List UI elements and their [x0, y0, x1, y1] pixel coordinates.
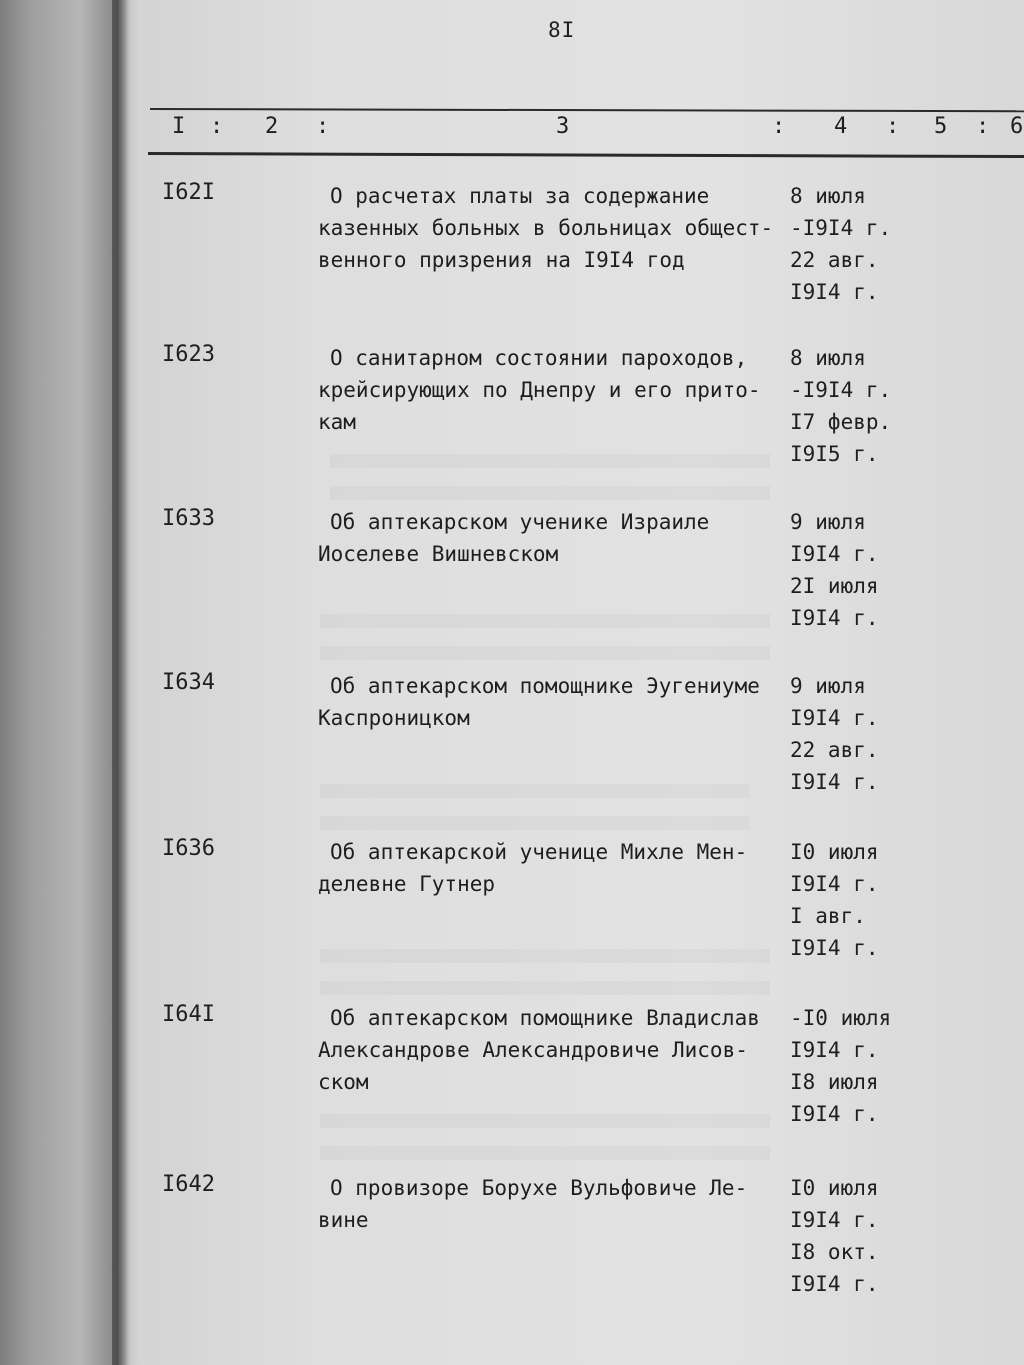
entry-date-line: 2I июля: [790, 574, 879, 598]
entry-date-line: I9I4 г.: [790, 1102, 879, 1126]
entry-date-line: I0 июля: [790, 840, 879, 864]
entry-number: I623: [162, 342, 215, 367]
header-rule-top: [150, 108, 1024, 112]
header-sep-1: :: [210, 114, 224, 139]
entry-number: I636: [162, 836, 215, 861]
entry-number: I62I: [162, 180, 215, 205]
entry-dates: [790, 180, 891, 308]
entry-title-line: О провизоре Борухе Вульфовиче Ле-: [330, 1176, 748, 1200]
header-col-3: 3: [556, 114, 570, 139]
entry-date-line: I авг.: [790, 904, 866, 928]
entry-title-line: Об аптекарской ученице Михле Мен-: [330, 840, 748, 864]
entry-date-line: I9I4 г.: [790, 872, 879, 896]
header-col-1: I: [172, 114, 186, 139]
entry-date-line: I9I4 г.: [790, 542, 879, 566]
header-sep-3: :: [772, 114, 786, 139]
entry-title: [318, 506, 798, 570]
bleed-through-shadow: [330, 440, 770, 500]
entry-date-line: -I0 июля: [790, 1006, 892, 1030]
entry-title-line: Каспроницком: [318, 706, 470, 730]
entry-date-line: I8 окт.: [790, 1240, 879, 1264]
entry-date-line: 8 июля: [790, 184, 866, 208]
header-col-4: 4: [834, 114, 848, 139]
header-sep-5: :: [976, 114, 990, 139]
entry-date-line: I9I5 г.: [790, 442, 879, 466]
entry-dates: [790, 836, 879, 964]
entry-title-line: Александрове Александровиче Лисов-: [318, 1038, 748, 1062]
entry-title-line: О санитарном состоянии пароходов,: [330, 346, 748, 370]
entry-title: [318, 670, 798, 734]
entry-date-line: -I9I4 г.: [790, 216, 892, 240]
entry-title-line: Об аптекарском ученике Израиле: [330, 510, 710, 534]
entry-title: [318, 180, 798, 276]
entry-title-line: Об аптекарском помощнике Владислав: [330, 1006, 760, 1030]
header-col-5: 5: [934, 114, 948, 139]
entry-date-line: 22 авг.: [790, 738, 879, 762]
entry-number: I634: [162, 670, 215, 695]
entry-title: [318, 1172, 798, 1236]
entry-date-line: -I9I4 г.: [790, 378, 892, 402]
entry-title-line: казенных больных в больницах общест-: [318, 216, 774, 240]
entry-title-line: кам: [318, 410, 356, 434]
entry-number: I642: [162, 1172, 215, 1197]
entry-date-line: I7 февр.: [790, 410, 892, 434]
book-gutter-shadow: [112, 0, 138, 1365]
entry-date-line: I8 июля: [790, 1070, 879, 1094]
header-col-2: 2: [265, 114, 279, 139]
left-page-edge: [0, 0, 118, 1365]
entry-dates: [790, 1172, 879, 1300]
entry-date-line: I9I4 г.: [790, 1272, 879, 1296]
header-sep-2: :: [316, 114, 330, 139]
header-sep-4: :: [886, 114, 900, 139]
entry-date-line: 9 июля: [790, 674, 866, 698]
entry-date-line: 22 авг.: [790, 248, 879, 272]
entry-dates: [790, 1002, 891, 1130]
entry-title-line: Иоселеве Вишневском: [318, 542, 559, 566]
entry-date-line: I0 июля: [790, 1176, 879, 1200]
entry-number: I633: [162, 506, 215, 531]
header-rule-bottom: [148, 152, 1024, 158]
entry-date-line: I9I4 г.: [790, 606, 879, 630]
entry-date-line: 9 июля: [790, 510, 866, 534]
entry-date-line: I9I4 г.: [790, 1208, 879, 1232]
entry-date-line: I9I4 г.: [790, 280, 879, 304]
bleed-through-shadow: [320, 770, 750, 830]
header-col-6: 6: [1010, 114, 1024, 139]
bleed-through-shadow: [320, 600, 770, 660]
entry-title-line: крейсирующих по Днепру и его прито-: [318, 378, 761, 402]
page-number: 8I: [548, 18, 576, 42]
entry-date-line: I9I4 г.: [790, 936, 879, 960]
entry-dates: [790, 506, 879, 634]
entry-number: I64I: [162, 1002, 215, 1027]
entry-date-line: 8 июля: [790, 346, 866, 370]
entry-title-line: О расчетах платы за содержание: [330, 184, 710, 208]
entry-title-line: ском: [318, 1070, 369, 1094]
entry-title-line: делевне Гутнер: [318, 872, 496, 896]
entry-title: [318, 836, 798, 900]
entry-dates: [790, 670, 879, 798]
bleed-through-shadow: [320, 1100, 770, 1160]
bleed-through-shadow: [320, 935, 770, 995]
entry-date-line: I9I4 г.: [790, 706, 879, 730]
entry-title-line: Об аптекарском помощнике Эугениуме: [330, 674, 760, 698]
entry-title-line: вине: [318, 1208, 369, 1232]
entry-date-line: I9I4 г.: [790, 1038, 879, 1062]
entry-date-line: I9I4 г.: [790, 770, 879, 794]
entry-title: [318, 1002, 798, 1098]
entry-title-line: венного призрения на I9I4 год: [318, 248, 685, 272]
entry-title: [318, 342, 798, 438]
entry-dates: [790, 342, 891, 470]
